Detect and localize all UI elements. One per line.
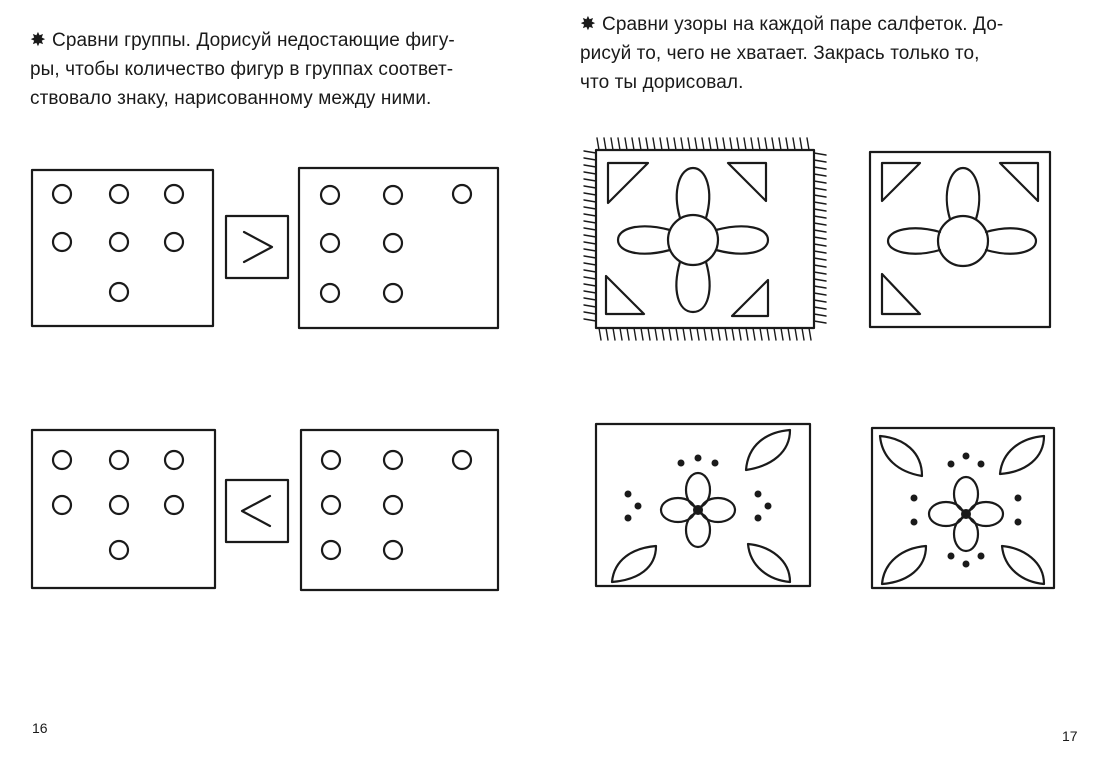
flower-center	[668, 215, 718, 265]
leaf	[882, 546, 926, 584]
corner-triangle	[882, 274, 920, 314]
napkin-3	[596, 424, 810, 586]
napkin-2	[870, 152, 1050, 327]
corner-triangle	[606, 276, 644, 314]
star-bullet-icon: ✸	[30, 30, 47, 51]
page-number-right: 17	[1062, 728, 1078, 744]
flower-petal-left	[618, 226, 670, 253]
corner-triangle	[1000, 163, 1038, 201]
napkin-1	[584, 138, 826, 340]
leaf	[1000, 436, 1044, 474]
flower-petal-top	[677, 168, 709, 218]
left-instruction-line-3: ствовало знаку, нарисованному между ними.	[30, 88, 432, 109]
star-bullet-icon: ✸	[580, 14, 597, 35]
leaf	[880, 436, 922, 476]
napkin-fringe	[584, 138, 826, 340]
napkin-4	[872, 428, 1054, 588]
right-instruction-line-2: рисуй то, чего не хватает. Закрась только то,	[580, 43, 980, 64]
small-flower	[661, 473, 735, 547]
right-instruction-line-1: Сравни узоры на каждой паре салфеток. До-	[602, 14, 1004, 35]
page-number-left: 16	[32, 720, 48, 736]
right-instruction-line-3: что ты дорисовал.	[580, 72, 744, 93]
flower-petal-bottom	[676, 262, 709, 312]
leaf	[746, 430, 790, 470]
left-instruction-line-1: Сравни группы. Дорисуй недостающие фигу-	[52, 30, 455, 51]
leaf	[612, 546, 656, 582]
corner-triangle	[732, 280, 768, 316]
corner-triangle	[608, 163, 648, 203]
leaf	[748, 544, 790, 582]
flower-center	[938, 216, 988, 266]
corner-triangle	[882, 163, 920, 201]
corner-triangle	[728, 163, 766, 201]
flower-petal-right	[986, 228, 1036, 253]
flower-petal-top	[947, 168, 979, 219]
flower-petal-left	[888, 228, 940, 253]
left-instruction-line-2: ры, чтобы количество фигур в группах соответ-	[30, 59, 454, 80]
flower-petal-right	[716, 226, 768, 253]
leaf	[1002, 546, 1044, 584]
small-flower	[929, 477, 1003, 551]
